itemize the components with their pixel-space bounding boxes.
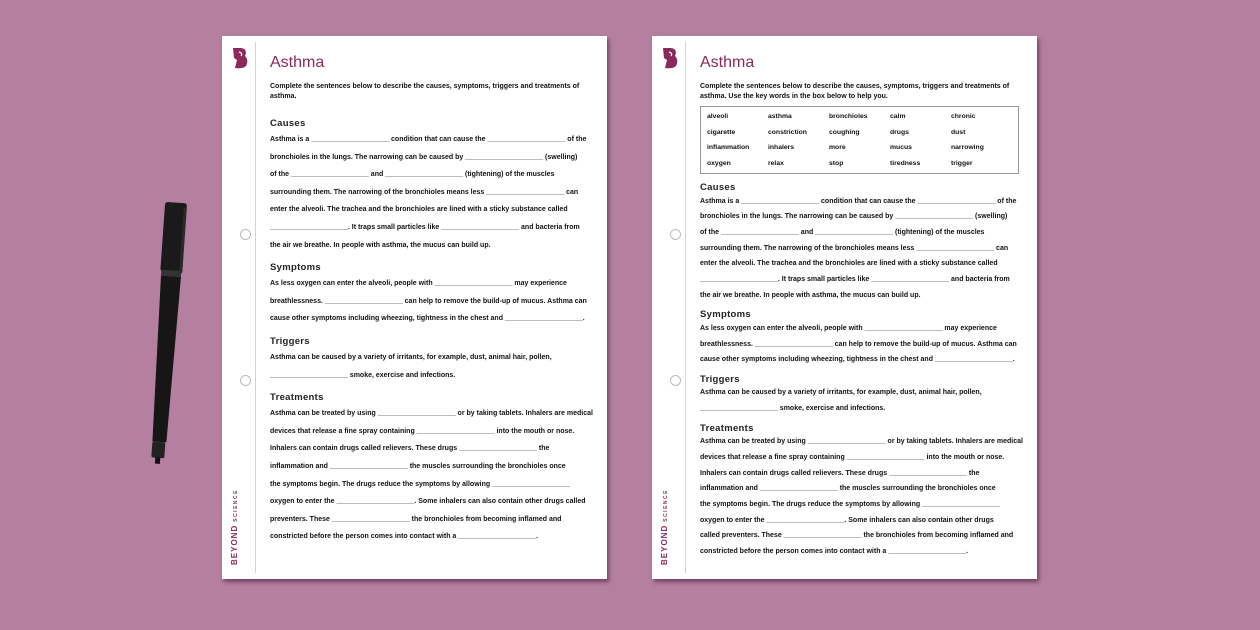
fill-in-sentence-line: breathlessness. ____________________ can help to remove the build-up of mucus. Asthma can xyxy=(270,297,587,305)
keyword: inflammation xyxy=(707,144,750,151)
fill-in-sentence-line: the symptoms begin. The drugs reduce the symptoms by allowing ____________________ xyxy=(700,501,1000,508)
fill-in-sentence-line: Asthma can be caused by a variety of irritants, for example, dust, animal hair, pollen, xyxy=(270,353,552,361)
punch-hole xyxy=(670,375,681,386)
fill-in-sentence-line: surrounding them. The narrowing of the bronchioles means less ____________________ can xyxy=(270,188,579,196)
sections xyxy=(700,176,1023,560)
fill-in-sentence-line: Inhalers can contain drugs called relievers. These drugs ____________________ the xyxy=(700,469,980,477)
section-heading: Triggers xyxy=(700,373,740,385)
fill-in-sentence-line: of the ____________________ and ____________________ (tightening) of the muscles xyxy=(270,171,555,179)
keyword: inhalers xyxy=(768,144,795,151)
brand-logo-icon xyxy=(661,46,679,70)
section-heading: Causes xyxy=(270,118,306,129)
keyword: chronic xyxy=(951,113,976,120)
keyword: stop xyxy=(829,159,844,167)
section-heading: Triggers xyxy=(270,335,310,347)
brand-wordmark xyxy=(660,489,669,565)
punch-hole xyxy=(240,375,251,386)
fill-in-sentence-line: ____________________ smoke, exercise and infections. xyxy=(270,371,456,379)
margin-line xyxy=(255,42,256,573)
keyword: dust xyxy=(951,128,966,136)
brand-wordmark xyxy=(230,489,239,565)
fill-in-sentence-line: devices that release a fine spray containing ____________________ into the mouth or nose. xyxy=(700,453,1005,461)
keyword: coughing xyxy=(829,128,860,136)
worksheet-title: Asthma xyxy=(270,54,325,71)
fill-in-sentence-line: devices that release a fine spray containing ____________________ into the mouth or nose. xyxy=(270,427,575,435)
fill-in-sentence-line: cause other symptoms including wheezing, tightness in the chest and ____________________. xyxy=(700,356,1015,364)
fill-in-sentence-line: the air we breathe. In people with asthma, the mucus can build up. xyxy=(270,241,491,249)
worksheet-instructions: Complete the sentences below to describe the causes, symptoms, triggers and treatments of asthma. xyxy=(270,83,580,100)
fill-in-sentence-line: ____________________ smoke, exercise and infections. xyxy=(700,405,886,413)
fill-in-sentence-line: constricted before the person comes into contact with a ____________________. xyxy=(270,533,539,541)
keyword: narrowing xyxy=(951,144,984,151)
brand-logo-icon xyxy=(231,46,249,70)
fill-in-sentence-line: Asthma is a ____________________ condition that can cause the ____________________ of the xyxy=(270,136,587,143)
fill-in-sentence-line: oxygen to enter the ____________________. Some inhalers can also contain other drugs called xyxy=(270,498,586,506)
keyword: calm xyxy=(890,113,906,120)
fill-in-sentence-line: oxygen to enter the ____________________. Some inhalers can also contain other drugs xyxy=(700,516,994,524)
fill-in-sentence-line: bronchioles in the lungs. The narrowing can be caused by ____________________ (swelling) xyxy=(700,213,1008,221)
fill-in-sentence-line: ____________________. It traps small particles like ____________________ and bacteria from xyxy=(270,223,580,231)
worksheet-title: Asthma xyxy=(700,54,755,71)
fill-in-sentence-line: the symptoms begin. The drugs reduce the symptoms by allowing ____________________ xyxy=(270,480,570,488)
fill-in-sentence-line: enter the alveoli. The trachea and the bronchioles are lined with a sticky substance called xyxy=(700,260,998,268)
fill-in-sentence-line: As less oxygen can enter the alveoli, people with ____________________ may experience xyxy=(700,324,997,332)
fill-in-sentence-line: preventers. These ____________________ the bronchioles from becoming inflamed and xyxy=(270,515,562,523)
fill-in-sentence-line: constricted before the person comes into contact with a ____________________. xyxy=(700,548,969,556)
fill-in-sentence-line: breathlessness. ____________________ can help to remove the build-up of mucus. Asthma can xyxy=(700,340,1017,348)
brand-sub: SCIENCE xyxy=(233,489,239,522)
punch-hole xyxy=(670,229,681,240)
fill-in-sentence-line: inflammation and ____________________ the muscles surrounding the bronchioles once xyxy=(700,485,996,493)
fill-in-sentence-line: bronchioles in the lungs. The narrowing can be caused by ____________________ (swelling) xyxy=(270,153,578,161)
worksheet-content xyxy=(700,54,1023,560)
section-heading: Treatments xyxy=(270,392,324,404)
margin-line xyxy=(685,42,686,573)
worksheet-page-with-keywords xyxy=(652,36,1037,579)
fill-in-sentence-line: of the ____________________ and ____________________ (tightening) of the muscles xyxy=(700,228,985,236)
worksheet-instructions: Complete the sentences below to describe the causes, symptoms, triggers and treatments of asthma. Use the key words in the box below to help you. xyxy=(700,83,1010,100)
section-heading: Treatments xyxy=(700,422,754,434)
fill-in-sentence-line: Asthma can be caused by a variety of irritants, for example, dust, animal hair, pollen, xyxy=(700,389,982,397)
brand-sub: SCIENCE xyxy=(663,489,669,522)
keyword: relax xyxy=(768,159,784,167)
sections xyxy=(270,110,593,546)
punch-hole xyxy=(240,229,251,240)
keyword: oxygen xyxy=(707,159,731,167)
worksheet-content xyxy=(270,54,593,546)
keyword: alveoli xyxy=(707,113,729,120)
worksheet-page-without-keywords xyxy=(222,36,607,579)
fill-in-sentence-line: cause other symptoms including wheezing, tightness in the chest and ____________________. xyxy=(270,315,585,323)
fill-in-sentence-line: ____________________. It traps small particles like ____________________ and bacteria from xyxy=(700,275,1010,283)
keyword: drugs xyxy=(890,128,909,136)
brand-name: BEYOND xyxy=(230,524,239,565)
brand-name: BEYOND xyxy=(660,524,669,565)
fill-in-sentence-line: Asthma is a ____________________ condition that can cause the ____________________ of the xyxy=(700,197,1017,205)
keyword-box xyxy=(700,106,1019,174)
fill-in-sentence-line: Asthma can be treated by using ____________________ or by taking tablets. Inhalers are medical xyxy=(700,438,1023,446)
fill-in-sentence-line: surrounding them. The narrowing of the bronchioles means less ____________________ can xyxy=(700,244,1009,252)
keyword: bronchioles xyxy=(829,113,868,120)
section-heading: Causes xyxy=(700,182,736,193)
fill-in-sentence-line: Asthma can be treated by using ____________________ or by taking tablets. Inhalers are medical xyxy=(270,410,593,418)
pen-image xyxy=(141,201,187,464)
keyword: constriction xyxy=(768,128,807,136)
fill-in-sentence-line: the air we breathe. In people with asthma, the mucus can build up. xyxy=(700,291,921,299)
section-heading: Symptoms xyxy=(270,262,321,274)
section-heading: Symptoms xyxy=(700,309,751,321)
fill-in-sentence-line: enter the alveoli. The trachea and the bronchioles are lined with a sticky substance called xyxy=(270,206,568,214)
fill-in-sentence-line: called preventers. These ____________________ the bronchioles from becoming inflamed and xyxy=(700,532,1014,540)
keyword: tiredness xyxy=(890,159,921,167)
keyword: trigger xyxy=(951,159,973,167)
fill-in-sentence-line: inflammation and ____________________ the muscles surrounding the bronchioles once xyxy=(270,462,566,470)
keyword: mucus xyxy=(890,144,912,151)
keyword: more xyxy=(829,144,846,151)
keyword: cigarette xyxy=(707,128,736,136)
fill-in-sentence-line: Inhalers can contain drugs called relievers. These drugs ____________________ the xyxy=(270,445,550,453)
fill-in-sentence-line: As less oxygen can enter the alveoli, people with ____________________ may experience xyxy=(270,280,567,288)
keyword: asthma xyxy=(768,113,792,120)
